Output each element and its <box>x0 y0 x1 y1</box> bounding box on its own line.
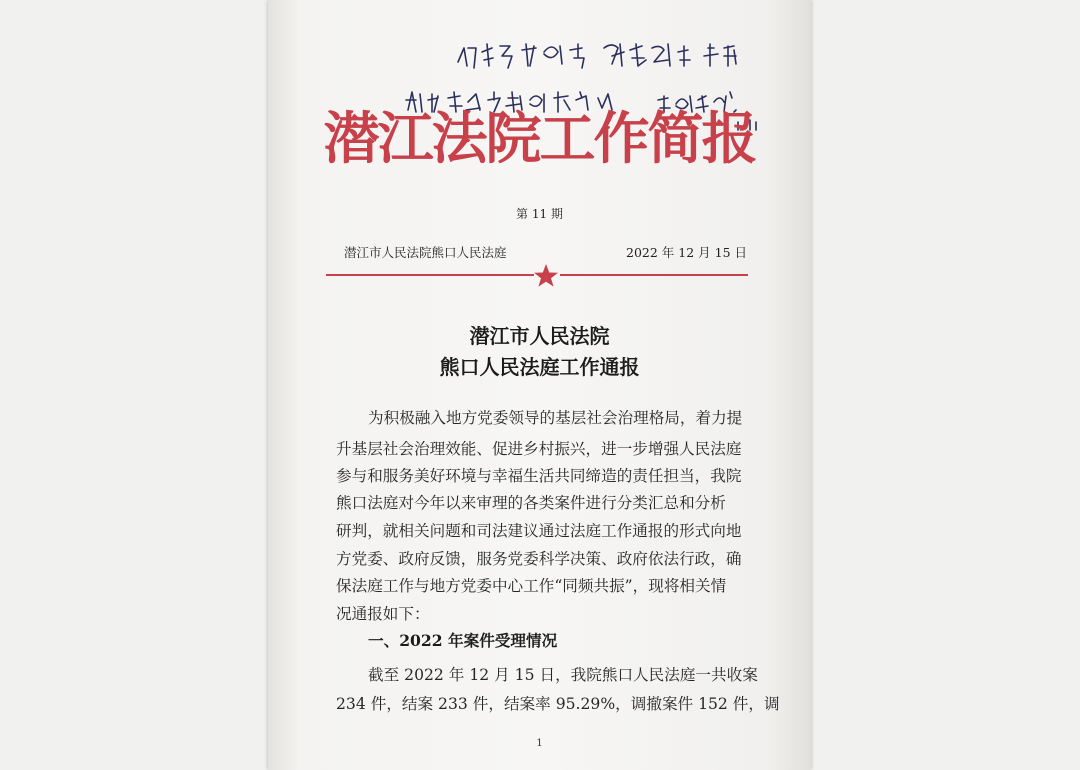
masthead-title: 潜江法院工作简报 <box>323 107 756 172</box>
publisher-name: 潜江市人民法院熊口人民法庭 <box>344 245 507 260</box>
red-rule-right <box>560 274 748 276</box>
paragraph-line: 参与和服务美好环境与幸福生活共同缔造的责任担当，我院 <box>336 467 742 485</box>
paragraph-line: 方党委、政府反馈，服务党委科学决策、政府依法行政，确 <box>336 550 742 568</box>
document-title-line-2: 熊口人民法庭工作通报 <box>439 355 640 379</box>
red-star-icon <box>532 262 560 288</box>
section-heading: 一、2022 年案件受理情况 <box>368 631 558 650</box>
paragraph-line: 熊口法庭对今年以来审理的各类案件进行分类汇总和分析 <box>336 494 726 512</box>
document-page <box>268 0 811 770</box>
paragraph-line: 研判，就相关问题和司法建议通过法庭工作通报的形式向地 <box>336 522 742 540</box>
page-number: 1 <box>536 738 543 749</box>
paragraph-line: 升基层社会治理效能、促进乡村振兴，进一步增强人民法庭 <box>336 440 742 458</box>
issue-number: 第 11 期 <box>516 207 563 221</box>
publish-date: 2022 年 12 月 15 日 <box>626 245 747 260</box>
paragraph-line: 为积极融入地方党委领导的基层社会治理格局，着力提 <box>368 409 743 427</box>
red-rule-left <box>326 274 534 276</box>
paragraph-line: 保法庭工作与地方党委中心工作“同频共振”，现将相关情 <box>336 577 727 595</box>
paragraph-line: 234 件，结案 233 件，结案率 95.29%，调撤案件 152 件，调 <box>336 695 780 713</box>
document-title-line-1: 潜江市人民法院 <box>469 324 610 348</box>
paragraph-line: 况通报如下： <box>336 605 430 623</box>
paragraph-line: 截至 2022 年 12 月 15 日，我院熊口人民法庭一共收案 <box>368 666 758 684</box>
